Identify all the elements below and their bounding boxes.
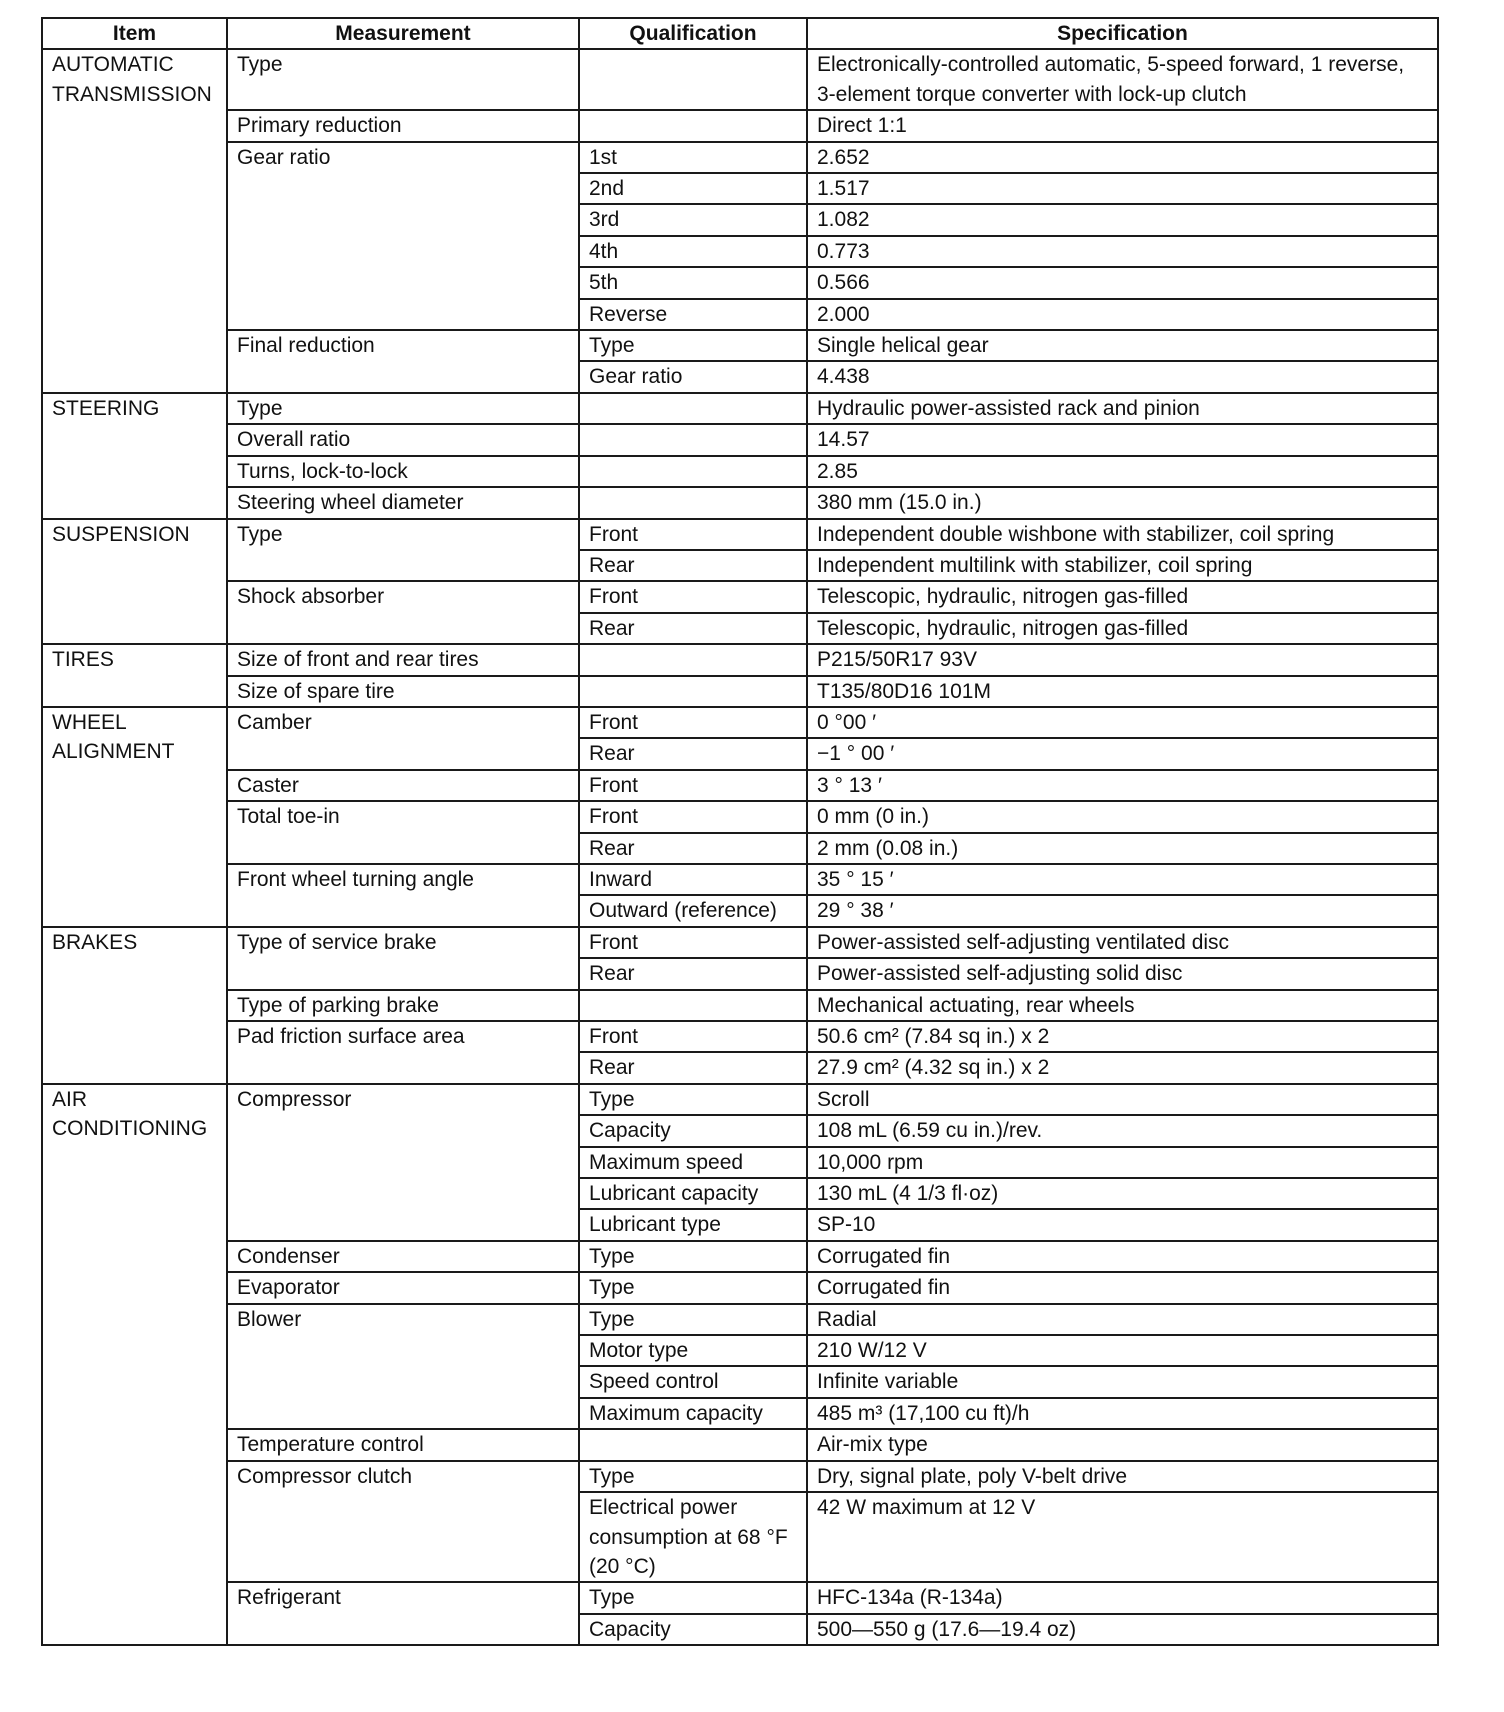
specification-cell: 2.000	[807, 299, 1438, 330]
table-row	[42, 1582, 1438, 1613]
measurement-cell: Steering wheel diameter	[227, 487, 579, 518]
table-row	[42, 1304, 1438, 1335]
qualification-cell	[579, 1429, 807, 1460]
qualification-cell	[579, 110, 807, 141]
specification-cell: 0 °00 ′	[807, 707, 1438, 738]
table-row	[42, 393, 1438, 424]
table-row	[42, 990, 1438, 1021]
specification-cell: 2 mm (0.08 in.)	[807, 833, 1438, 864]
qualification-cell: Rear	[579, 738, 807, 769]
specification-cell: 210 W/12 V	[807, 1335, 1438, 1366]
measurement-cell: Type	[227, 49, 579, 110]
measurement-cell: Size of spare tire	[227, 676, 579, 707]
header-qualification: Qualification	[579, 18, 807, 49]
measurement-cell: Blower	[227, 1304, 579, 1430]
measurement-cell: Total toe-in	[227, 801, 579, 864]
specification-cell: 35 ° 15 ′	[807, 864, 1438, 895]
qualification-cell: Type	[579, 1084, 807, 1115]
measurement-cell: Type of service brake	[227, 927, 579, 990]
measurement-cell: Front wheel turning angle	[227, 864, 579, 927]
qualification-cell	[579, 424, 807, 455]
specification-cell: 14.57	[807, 424, 1438, 455]
item-cell: SUSPENSION	[42, 519, 227, 645]
qualification-cell: Capacity	[579, 1115, 807, 1146]
specification-cell: 4.438	[807, 361, 1438, 392]
qualification-cell: Maximum speed	[579, 1147, 807, 1178]
specification-cell: Air-mix type	[807, 1429, 1438, 1460]
measurement-cell: Refrigerant	[227, 1582, 579, 1645]
table-row	[42, 644, 1438, 675]
measurement-cell: Type	[227, 519, 579, 582]
specification-cell: 1.082	[807, 204, 1438, 235]
measurement-cell: Evaporator	[227, 1272, 579, 1303]
specification-cell: Radial	[807, 1304, 1438, 1335]
item-cell: AIR CONDITIONING	[42, 1084, 227, 1645]
qualification-cell: Rear	[579, 550, 807, 581]
qualification-cell: Type	[579, 1241, 807, 1272]
specification-cell: 3 ° 13 ′	[807, 770, 1438, 801]
specification-cell: 500—550 g (17.6—19.4 oz)	[807, 1614, 1438, 1645]
qualification-cell	[579, 644, 807, 675]
qualification-cell: Motor type	[579, 1335, 807, 1366]
qualification-cell: Front	[579, 801, 807, 832]
measurement-cell: Caster	[227, 770, 579, 801]
qualification-cell: Rear	[579, 1052, 807, 1083]
measurement-cell: Condenser	[227, 1241, 579, 1272]
qualification-cell: 4th	[579, 236, 807, 267]
qualification-cell: Type	[579, 330, 807, 361]
item-cell: STEERING	[42, 393, 227, 519]
item-cell: WHEEL ALIGNMENT	[42, 707, 227, 927]
table-row	[42, 519, 1438, 550]
qualification-cell: Front	[579, 770, 807, 801]
specification-cell: T135/80D16 101M	[807, 676, 1438, 707]
measurement-cell: Type of parking brake	[227, 990, 579, 1021]
table-row	[42, 801, 1438, 832]
specification-cell: 485 m³ (17,100 cu ft)/h	[807, 1398, 1438, 1429]
table-row	[42, 927, 1438, 958]
specification-cell: 108 mL (6.59 cu in.)/rev.	[807, 1115, 1438, 1146]
measurement-cell: Camber	[227, 707, 579, 770]
specification-cell: Corrugated fin	[807, 1272, 1438, 1303]
specification-cell: Infinite variable	[807, 1366, 1438, 1397]
specification-cell: 42 W maximum at 12 V	[807, 1492, 1438, 1582]
qualification-cell: Front	[579, 1021, 807, 1052]
specification-cell: Dry, signal plate, poly V-belt drive	[807, 1461, 1438, 1492]
qualification-cell: Rear	[579, 958, 807, 989]
qualification-cell: Speed control	[579, 1366, 807, 1397]
specification-cell: Independent multilink with stabilizer, coil spring	[807, 550, 1438, 581]
specification-cell: Direct 1:1	[807, 110, 1438, 141]
table-row	[42, 1461, 1438, 1492]
qualification-cell: Type	[579, 1582, 807, 1613]
qualification-cell	[579, 49, 807, 110]
qualification-cell: Outward (reference)	[579, 895, 807, 926]
specification-cell: 0 mm (0 in.)	[807, 801, 1438, 832]
table-row	[42, 1241, 1438, 1272]
qualification-cell: Electrical power consumption at 68 °F (20 °C)	[579, 1492, 807, 1582]
header-specification: Specification	[807, 18, 1438, 49]
specification-cell: 10,000 rpm	[807, 1147, 1438, 1178]
table-row	[42, 1272, 1438, 1303]
specification-cell: Hydraulic power-assisted rack and pinion	[807, 393, 1438, 424]
table-body	[42, 49, 1438, 1645]
specification-cell: Telescopic, hydraulic, nitrogen gas-filled	[807, 613, 1438, 644]
table-row	[42, 49, 1438, 110]
specification-cell: HFC-134a (R-134a)	[807, 1582, 1438, 1613]
qualification-cell: Capacity	[579, 1614, 807, 1645]
measurement-cell: Gear ratio	[227, 142, 579, 330]
qualification-cell: Type	[579, 1461, 807, 1492]
header-item: Item	[42, 18, 227, 49]
table-row	[42, 864, 1438, 895]
qualification-cell: Type	[579, 1272, 807, 1303]
qualification-cell: Lubricant capacity	[579, 1178, 807, 1209]
item-cell: AUTOMATIC TRANSMISSION	[42, 49, 227, 392]
qualification-cell	[579, 676, 807, 707]
specification-cell: Corrugated fin	[807, 1241, 1438, 1272]
qualification-cell	[579, 487, 807, 518]
qualification-cell: Front	[579, 927, 807, 958]
measurement-cell: Shock absorber	[227, 581, 579, 644]
qualification-cell	[579, 393, 807, 424]
measurement-cell: Compressor	[227, 1084, 579, 1241]
measurement-cell: Pad friction surface area	[227, 1021, 579, 1084]
measurement-cell: Size of front and rear tires	[227, 644, 579, 675]
table-row	[42, 110, 1438, 141]
specification-cell: Scroll	[807, 1084, 1438, 1115]
table-row	[42, 676, 1438, 707]
qualification-cell: Front	[579, 707, 807, 738]
qualification-cell: 2nd	[579, 173, 807, 204]
item-cell: TIRES	[42, 644, 227, 707]
specification-cell: Power-assisted self-adjusting ventilated disc	[807, 927, 1438, 958]
table-row	[42, 1021, 1438, 1052]
header-row	[42, 18, 1438, 49]
qualification-cell: Rear	[579, 833, 807, 864]
specification-cell: 130 mL (4 1/3 fl·oz)	[807, 1178, 1438, 1209]
qualification-cell: 3rd	[579, 204, 807, 235]
qualification-cell: 5th	[579, 267, 807, 298]
table-row	[42, 456, 1438, 487]
measurement-cell: Turns, lock-to-lock	[227, 456, 579, 487]
specifications-table	[41, 17, 1439, 1646]
specification-cell: Telescopic, hydraulic, nitrogen gas-filled	[807, 581, 1438, 612]
table-row	[42, 770, 1438, 801]
specification-cell: Mechanical actuating, rear wheels	[807, 990, 1438, 1021]
specification-cell: 50.6 cm² (7.84 sq in.) x 2	[807, 1021, 1438, 1052]
specification-cell: SP-10	[807, 1209, 1438, 1240]
qualification-cell: Front	[579, 581, 807, 612]
specification-cell: P215/50R17 93V	[807, 644, 1438, 675]
measurement-cell: Type	[227, 393, 579, 424]
specification-cell: 27.9 cm² (4.32 sq in.) x 2	[807, 1052, 1438, 1083]
item-cell: BRAKES	[42, 927, 227, 1084]
qualification-cell: Gear ratio	[579, 361, 807, 392]
header-measurement: Measurement	[227, 18, 579, 49]
qualification-cell: 1st	[579, 142, 807, 173]
measurement-cell: Primary reduction	[227, 110, 579, 141]
specification-cell: Independent double wishbone with stabilizer, coil spring	[807, 519, 1438, 550]
table-row	[42, 581, 1438, 612]
measurement-cell: Temperature control	[227, 1429, 579, 1460]
qualification-cell: Reverse	[579, 299, 807, 330]
measurement-cell: Overall ratio	[227, 424, 579, 455]
specification-cell: 0.773	[807, 236, 1438, 267]
specification-cell: 2.652	[807, 142, 1438, 173]
measurement-cell: Final reduction	[227, 330, 579, 393]
qualification-cell: Inward	[579, 864, 807, 895]
qualification-cell	[579, 456, 807, 487]
qualification-cell: Rear	[579, 613, 807, 644]
specification-cell: Single helical gear	[807, 330, 1438, 361]
qualification-cell: Front	[579, 519, 807, 550]
specification-cell: 380 mm (15.0 in.)	[807, 487, 1438, 518]
table-row	[42, 1429, 1438, 1460]
specification-cell: Power-assisted self-adjusting solid disc	[807, 958, 1438, 989]
specification-cell: 0.566	[807, 267, 1438, 298]
specification-cell: 2.85	[807, 456, 1438, 487]
measurement-cell: Compressor clutch	[227, 1461, 579, 1583]
table-row	[42, 487, 1438, 518]
qualification-cell: Lubricant type	[579, 1209, 807, 1240]
specification-cell: Electronically-controlled automatic, 5-speed forward, 1 reverse, 3-element torque converter with lock-up clutch	[807, 49, 1438, 110]
specification-cell: 29 ° 38 ′	[807, 895, 1438, 926]
specification-cell: 1.517	[807, 173, 1438, 204]
table-row	[42, 1084, 1438, 1115]
qualification-cell	[579, 990, 807, 1021]
qualification-cell: Maximum capacity	[579, 1398, 807, 1429]
qualification-cell: Type	[579, 1304, 807, 1335]
table-row	[42, 707, 1438, 738]
table-row	[42, 330, 1438, 361]
table-row	[42, 142, 1438, 173]
table-row	[42, 424, 1438, 455]
specification-cell: −1 ° 00 ′	[807, 738, 1438, 769]
